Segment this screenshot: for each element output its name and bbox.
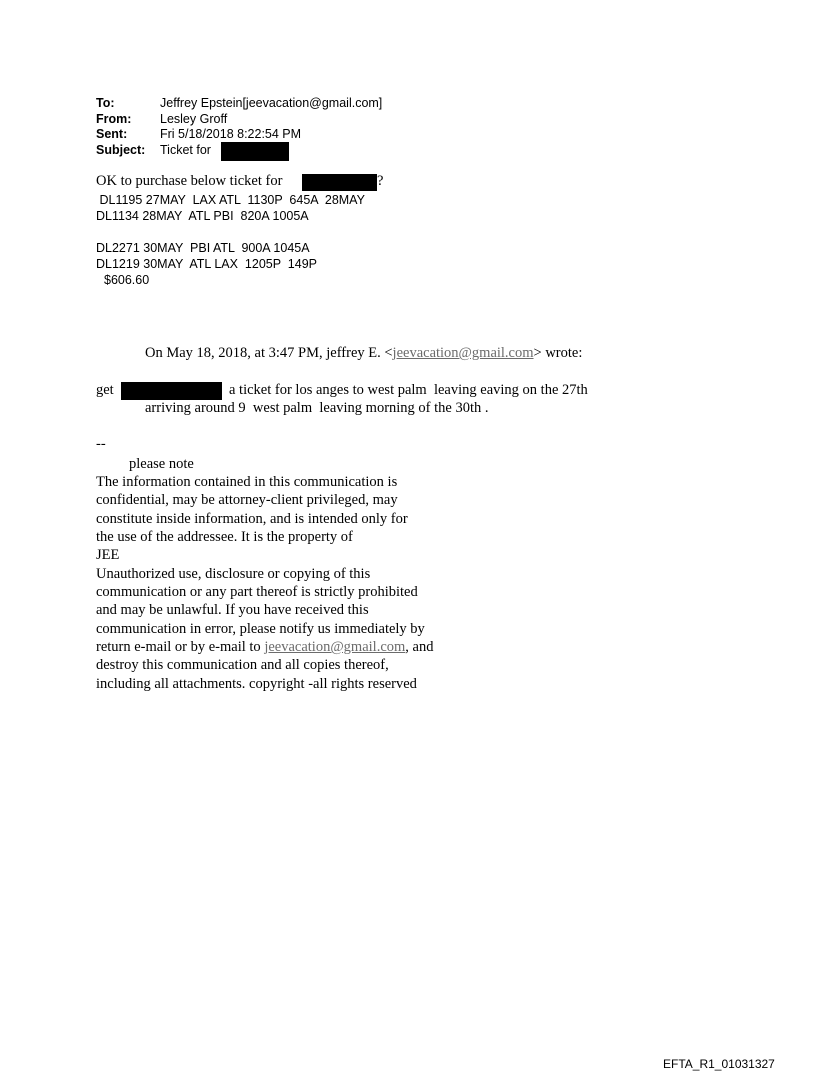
signature-dashes: -- (96, 436, 106, 452)
price: $606.60 (104, 273, 150, 287)
flight-line: DL1134 28MAY ATL PBI 820A 1005A (96, 209, 309, 223)
document-id: EFTA_R1_01031327 (663, 1057, 775, 1071)
disclaimer-line: constitute inside information, and is intended only for (96, 511, 408, 527)
quote-line-get: get (96, 382, 114, 398)
to-value: Jeffrey Epstein[jeevacation@gmail.com] (160, 96, 383, 110)
disclaimer-line: and may be unlawful. If you have received this (96, 602, 369, 618)
intro-redaction (302, 174, 377, 191)
disclaimer-line: communication in error, please notify us immediately by (96, 621, 425, 637)
sent-value: Fri 5/18/2018 8:22:54 PM (160, 127, 302, 141)
quote-line-1: a ticket for los anges to west palm leaving eaving on the 27th (229, 382, 588, 398)
disclaimer-email-prefix: return e-mail or by e-mail to (96, 639, 265, 655)
disclaimer-line: destroy this communication and all copies thereof, (96, 657, 389, 673)
disclaimer-line: The information contained in this communication is (96, 474, 398, 490)
quote-redaction (121, 382, 222, 400)
from-label: From: (96, 112, 132, 126)
disclaimer-line: including all attachments. copyright -all rights reserved (96, 676, 417, 692)
disclaimer-email-suffix: , and (405, 639, 434, 655)
from-value: Lesley Groff (160, 112, 228, 126)
disclaimer-line: the use of the addressee. It is the property of (96, 529, 353, 545)
disclaimer-email-link[interactable]: jeevacation@gmail.com (264, 639, 406, 655)
flight-line: DL1219 30MAY ATL LAX 1205P 149P (96, 257, 317, 271)
quote-attribution-prefix: On May 18, 2018, at 3:47 PM, jeffrey E. < (145, 345, 393, 361)
quote-attribution (145, 345, 582, 362)
note-title: please note (129, 456, 194, 472)
disclaimer-line: confidential, may be attorney-client privileged, may (96, 492, 398, 508)
sent-label: Sent: (96, 127, 128, 141)
intro-text: OK to purchase below ticket for (96, 173, 283, 189)
to-label: To: (96, 96, 115, 110)
quote-line-2: arriving around 9 west palm leaving morning of the 30th . (145, 400, 489, 416)
disclaimer-line: JEE (96, 547, 120, 563)
subject-label: Subject: (96, 143, 146, 157)
intro-question-mark: ? (377, 173, 384, 189)
flight-line: DL1195 27MAY LAX ATL 1130P 645A 28MAY (96, 193, 365, 207)
quote-email-link[interactable]: jeevacation@gmail.com (392, 345, 534, 361)
subject-value: Ticket for (160, 143, 211, 157)
disclaimer-line: communication or any part thereof is strictly prohibited (96, 584, 418, 600)
quote-attribution-suffix: > wrote: (533, 345, 583, 361)
disclaimer-line: Unauthorized use, disclosure or copying of this (96, 566, 371, 582)
disclaimer-email-line (96, 639, 433, 656)
flight-line: DL2271 30MAY PBI ATL 900A 1045A (96, 241, 310, 255)
subject-redaction (221, 142, 289, 161)
